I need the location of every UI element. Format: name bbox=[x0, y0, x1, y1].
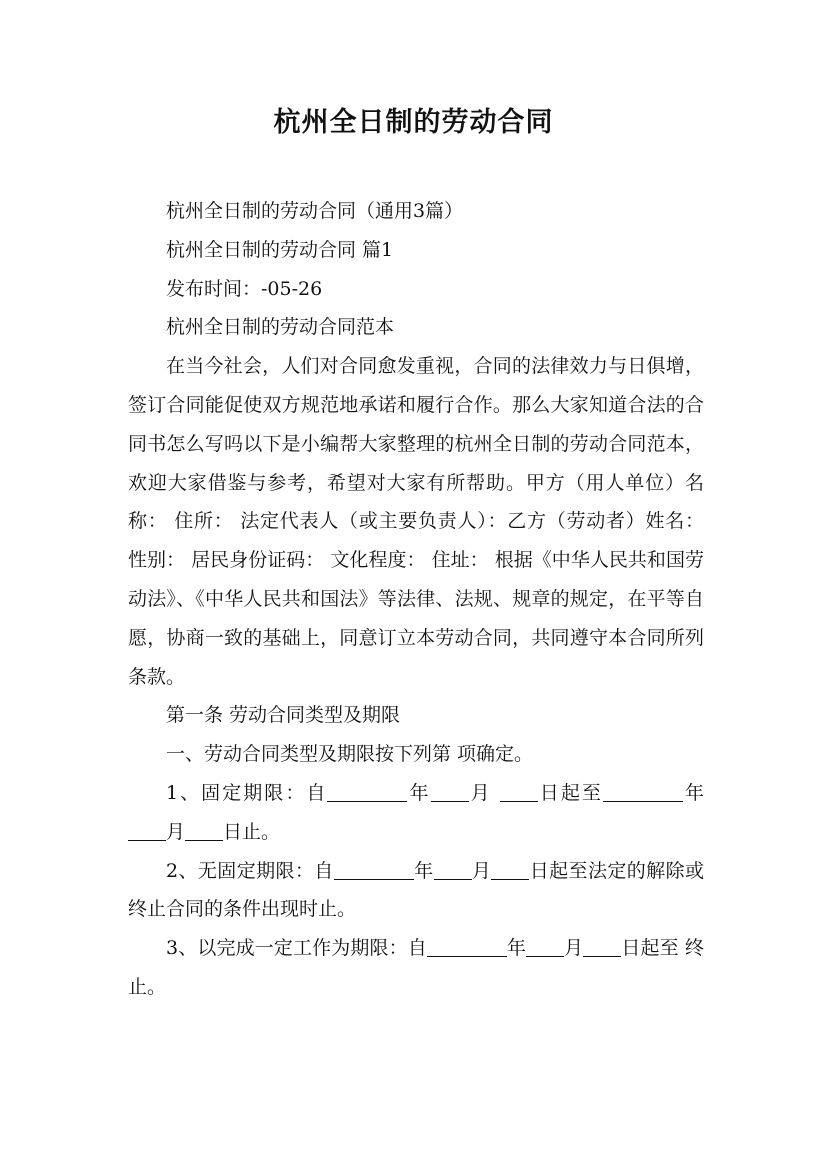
blank-line bbox=[434, 860, 472, 880]
paragraph-article-one-heading: 第一条 劳动合同类型及期限 bbox=[166, 704, 401, 727]
blank-line bbox=[491, 860, 529, 880]
document-body bbox=[128, 192, 704, 1007]
document-title: 杭州全日制的劳动合同 bbox=[273, 107, 554, 138]
open-term-prefix: 2、无固定期限：自 bbox=[166, 859, 334, 882]
fixed-term-prefix: 1、固定期限：自 bbox=[166, 781, 328, 804]
blank-line bbox=[431, 782, 469, 802]
blank-line bbox=[185, 821, 223, 841]
paragraph-article-heading: 杭州全日制的劳动合同 篇1 bbox=[166, 238, 394, 261]
blank-line bbox=[327, 782, 407, 802]
task-term-prefix: 3、以完成一定工作为期限：自 bbox=[166, 937, 427, 960]
blank-line bbox=[128, 821, 166, 841]
paragraph-publish-date: 发布时间：-05-26 bbox=[166, 277, 323, 300]
blank-line bbox=[526, 937, 564, 957]
blank-line bbox=[500, 782, 538, 802]
paragraph-collection-title: 杭州全日制的劳动合同（通用3篇） bbox=[166, 200, 464, 222]
paragraph-task-term: 3、以完成一定工作为期限：自 年 月 日起至 终止。 bbox=[128, 937, 704, 998]
blank-line bbox=[427, 937, 507, 957]
paragraph-open-term: 2、无固定期限：自 年 月 日起至法定的解除或终止合同的条件出现时止。 bbox=[128, 859, 704, 921]
paragraph-contract-type-intro: 一、劳动合同类型及期限按下列第 项确定。 bbox=[166, 743, 534, 766]
blank-line bbox=[603, 782, 683, 802]
paragraph-introduction: 在当今社会，人们对合同愈发重视，合同的法律效力与日俱增，签订合同能促使双方规范地承诺和履行合作。那么大家知道合法的合同书怎么写吗以下是小编帮大家整理的杭州全日制的劳动合同范本，欢迎大家借鉴与参考，希望对大家有所帮助。甲方（用人单位）名称： 住所： 法定代表人（或主要负责人）：乙方（劳动者）姓名： 性别： 居民身份证码： 文化程度： 住址： 根据《中华人民共和国劳动法》、《中华人民共和国法》等法律、法规、规章的规定，在平等自愿，协商一致的基础上，同意订立本劳动合同，共同遵守本合同所列条款。 bbox=[128, 355, 704, 688]
paragraph-fixed-term: 1、固定期限：自 年 月 日起至 年 月 日止。 bbox=[128, 774, 704, 852]
blank-line bbox=[334, 860, 414, 880]
blank-line bbox=[583, 937, 621, 957]
paragraph-template-name: 杭州全日制的劳动合同范本 bbox=[166, 316, 395, 339]
